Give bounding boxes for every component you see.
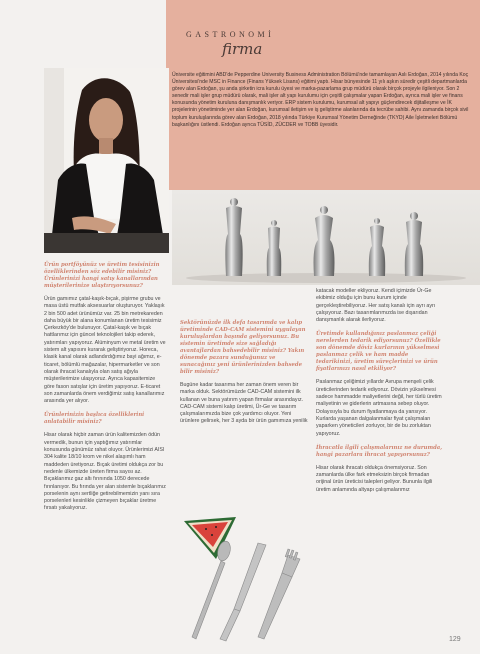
section-brand-subtitle: firma [222, 40, 263, 58]
body-paragraph: Ürün gamımız çatal-kaşık-bıçak, pişirme grubu ve masa üstü mutfak aksesuarlar oluşturuyor. Yaklaşık 2 bin 500 adet ürünümüz var. 25 bin metrekareden daha büyük bir alana konumlanan üretim tesisimiz Çerkezköy'de bulunuyor. Çatal-kaşık ve bıçak hattlarımız için güncel teknolojileri takip ederek, yatırımları yapıyoruz. Alüminyum ve metal üretim ve sistem alt yapısını kurarak geliştiriyoruz. Horeca, klasik kanal olarak adlandırdığımız bayi ağımız, e-ticaret, bölümlü mağazalar, hipermarketler ve son olarak ihracat kanalıyla olan satış ağıyla müşterilerimize ulaşıyoruz. Ayrıca kapasitemize göre fason satışlar için üretim yapıyoruz. E-ticaret son zamanlarda önem verdiğimiz satış kanallarımız arasında yer alıyor. [44, 296, 166, 405]
question-heading: Ürünlerinizin başlıca özelliklerini anlatabilir misiniz? [44, 412, 145, 426]
pepper-mills-photo [172, 190, 480, 285]
body-paragraph: Bugüne kadar tasarıma her zaman önem veren bir marka olduk. Sektörümüzde CAD-CAM sistemini ilk kullanan ve buna yatırım yapan firmalar arasındayız. CAD-CAM sistemi kalıp üretimi, Ür-Ge ve tasarım çalışmalarımızda bize çok yardımcı oluyor. Yeni ürünlere gelirsek, her 3 ayda bir ürün gamımıza yenilik [180, 382, 308, 425]
body-paragraph: katacak modeller ekliyoruz. Kendi içimizde Ür-Ge ekibimiz olduğu için bunu kurum içinde gerçekleştirebiliyoruz. Her satış kanalı için ayrı ayrı çalışıyoruz. Bazı tasarımlarımızda ise dışarıdan danışmanlık alarak ilerliyoruz. [316, 288, 436, 324]
article-column-2 [180, 320, 308, 433]
question-heading: İhracatla ilgili çalışmalarınız ne durumda, hangi pazarlara ihracat yapıyorsunuz? [316, 444, 443, 458]
section-brand: GASTRONOMİ [186, 30, 275, 39]
portrait-photo [44, 68, 169, 253]
question-heading: Üretimde kullandığınız paslanmaz çeliği nerelerden tedarik ediyorsunuz? Özellikle son dönemde döviz kurlarının yükselmesi paslanmaz çelik ve ham madde tedarikinizi, üretim süreçlerinizi ve ürün fiyatlarınızı nasıl etkiliyor? [316, 331, 441, 373]
body-paragraph: Hisar olarak hiçbir zaman ürün kalitemizden ödün vermedik, bunun için yaptığımız yatırımlar konusunda günümüz rahat oluyor. Ürünlerimizi AISI 304 kalite 18/10 krom ve nikel alaşımlı ham maddeden üretiyoruz. Bıçak üretimi oldukça zor bu nedenle ülkemizde üreten firma sayısı az. Bıçaklarımız gaz altı fırınında 1050 derecede fırınlanıyor. Bu fırında yer alan sistemle bıçaklarımız porselenin aynı sertliğe getirebilmemizin yanı sıra porselenleri kesinlikle çizmeyen bıçaklar üretme fırsatı yakalıyoruz. [44, 432, 166, 512]
page-number: 129 [449, 636, 461, 643]
cutlery-watermelon-photo [176, 515, 312, 645]
question-heading: Sektörünüzde ilk defa tasarımda ve kalıp üretiminde CAD-CAM sistemini uygulayan kuruluşlardan başında geliyorsunuz. Bu sistemin üretimde size sağladığı avantajlardan bahsedebilir misiniz? Yakın dönemde pazara sunduğunuz ve sunacağınız yeni ürünlerinizden bahsede bilir misiniz? [180, 320, 306, 375]
question-heading: Ürün portföyünüz ve üretim tesisinizin özelliklerinden söz edebilir misiniz? Ürünlerinizi hangi satış kanallarından müşterilerinize ulaştırıyorsunuz? [44, 262, 160, 289]
body-paragraph: Hisar olarak ihracatı oldukça önemsiyoruz. Son zamanlarda ülke fark etmeksizin birçok firmadan orijinal ürün üreticisi talepleri geliyor. Bununla ilgili üretim anlamında altyapı çalışmalarımız [316, 464, 433, 493]
body-paragraph: Paslanmaz çeliğimizi yıllardır Avrupa menşeli çelik üreticilerinden tedarik ediyoruz. Dövizin yükselmesi sadece hammadde maliyetlerini değil, her türlü üretim maliyetinin ve giderlerin artmasına sebep oluyor. Dolayısıyla bu durum fiyatlanmaya da yansıyor. Kurlarda yaşanan dalgalanmalar fiyat çalışmaları yaparken yöneticileri zorluyor, bir de bu zorluktan yapıyoruz. [316, 379, 442, 437]
article-column-3 [316, 288, 446, 501]
article-column-1 [44, 262, 166, 520]
intro-paragraph: Üniversite eğitimini ABD'de Pepperdine University Business Administration Bölümü'nde tamamlayan Aslı Erdoğan, 2014 yılında Koç Üniversitesi'nde MSC in Finance (Finans Yüksek Lisans) eğitimi yaptı. Hisar bünyesinde 11 yılı aşkın süredir çeşitli departmanlarda görev alan Erdoğan, şu anda şirketin icra kurulu üyesi ve marka-pazarlama grup müdürü olarak birçok projeyle ilgileniyor. Son 2 senedir mali işler grup müdürü olarak, mali işler alt yapı kurulumu için çeşitli çalışmalar yapan Erdoğan, ayrıca mali işler ve finans konusunda yönetim kuruluna danışmanlık veriyor. ERP sistem kurulumu, kurumsal alt yapıyı güçlendirecek dijitalleşme ve İK projelerinin yönetiminde yer alan Erdoğan, kurumsal iletişim ve iş geliştirme alanlarında da tecrübe sahibi. Aynı zamanda birçok sivil toplum kuruluşlarında görev alan Erdoğan, 2018 yılında Türkiye Kurumsal Yönetim Derneğinde (TKYD) Aile İşletmeleri Bölümü başkanlığını üstlendi. Erdoğan ayrıca TÜSİD, ZÜCDER ve TOBB üyesidir. [172, 72, 469, 128]
